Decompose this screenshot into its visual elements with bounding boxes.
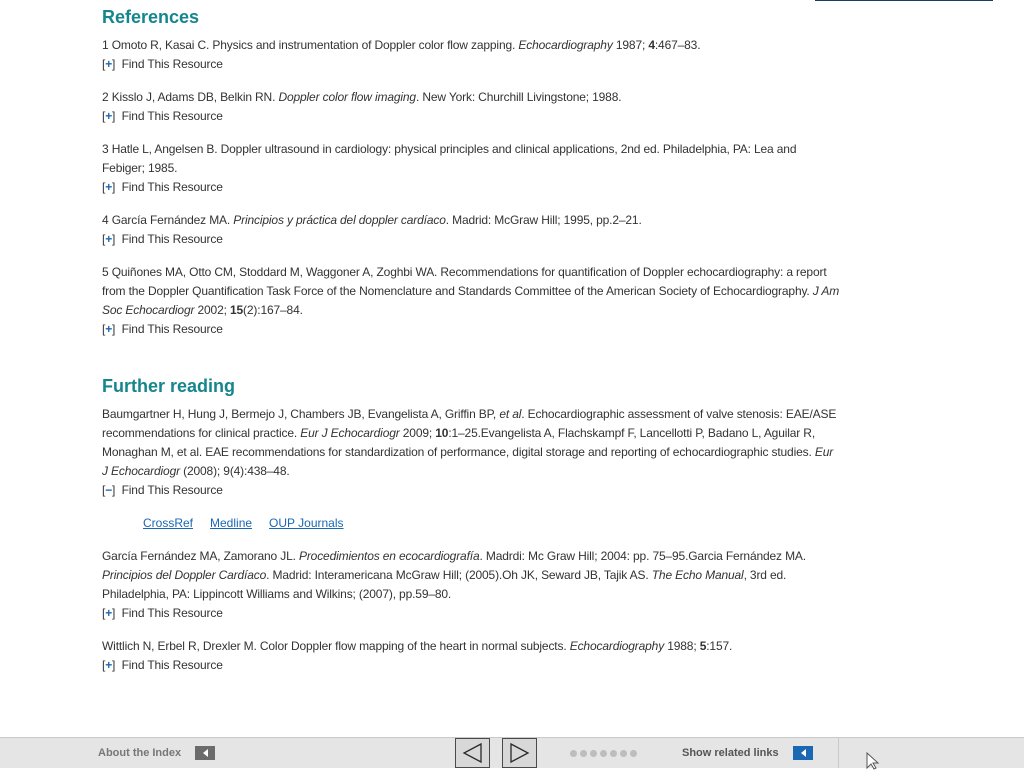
reference-entry xyxy=(102,88,842,126)
reference-citation xyxy=(102,36,842,55)
find-this-resource-toggle[interactable] xyxy=(102,481,842,500)
find-this-resource-label: Find This Resource xyxy=(121,109,223,123)
citation-segment: J Am Soc Echocardiogr xyxy=(102,284,840,317)
reference-citation xyxy=(102,547,842,604)
bracket: ] xyxy=(112,483,116,497)
citation-segment: 2009; xyxy=(399,426,436,440)
citation-segment: Principios y práctica del doppler cardíaco xyxy=(233,213,446,227)
find-this-resource-toggle[interactable] xyxy=(102,107,842,126)
citation-segment: 3 Hatle L, Angelsen B. Doppler ultrasound in cardiology: physical principles and clinical applications, 2nd ed. Philadelphia, PA: Lea and Febiger; 1985. xyxy=(102,142,797,175)
citation-segment: 10 xyxy=(435,426,449,440)
page-dot[interactable] xyxy=(630,750,637,757)
bracket: ] xyxy=(112,322,116,336)
next-page-button[interactable] xyxy=(502,738,537,768)
expand-plus-icon: + xyxy=(105,322,113,336)
page-indicator xyxy=(570,738,637,768)
citation-segment: (2008); 9(4):438–48. xyxy=(179,464,290,478)
citation-segment: Wittlich N, Erbel R, Drexler M. Color Doppler flow mapping of the heart in normal subjects. xyxy=(102,639,570,653)
citation-segment: (2):167–84. xyxy=(243,303,303,317)
citation-segment: 5 Quiñones MA, Otto CM, Stoddard M, Waggoner A, Zoghbi WA. Recommendations for quantification of Doppler echocardiography: a report from the Doppler Quantification Task Force of the Nomenclature and Standards Committee of the American Society of Echocardiography. xyxy=(102,265,827,298)
find-this-resource-label: Find This Resource xyxy=(121,322,223,336)
citation-segment: . Echocardiographic assessment of valve stenosis: EAE/ASE recommendations for clinical practice. xyxy=(102,407,837,440)
about-index-link[interactable] xyxy=(98,738,215,768)
citation-segment: Echocardiography xyxy=(569,639,665,653)
citation-segment: Doppler color flow imaging xyxy=(278,90,416,104)
expand-plus-icon: + xyxy=(105,180,113,194)
citation-segment: :157. xyxy=(706,639,733,653)
reference-entry xyxy=(102,263,842,339)
find-this-resource-label: Find This Resource xyxy=(121,57,223,71)
previous-page-icon xyxy=(456,739,489,767)
find-this-resource-toggle[interactable] xyxy=(102,55,842,74)
references-section xyxy=(102,6,842,339)
expand-plus-icon: + xyxy=(105,658,113,672)
previous-page-button[interactable] xyxy=(455,738,490,768)
citation-segment: 4 García Fernández MA. xyxy=(102,213,234,227)
citation-segment: . Madrid: Interamericana McGraw Hill; (2005).Oh JK, Seward JB, Tajik AS. xyxy=(266,568,652,582)
find-this-resource-toggle[interactable] xyxy=(102,320,842,339)
bracket: ] xyxy=(112,57,116,71)
resource-link-medline[interactable]: Medline xyxy=(210,516,253,530)
reference-citation xyxy=(102,637,842,656)
citation-segment: 2002; xyxy=(194,303,230,317)
resource-link-crossref[interactable]: CrossRef xyxy=(143,516,194,530)
page-dot[interactable] xyxy=(600,750,607,757)
resource-links xyxy=(143,514,842,533)
page-dot[interactable] xyxy=(590,750,597,757)
citation-segment: 2 Kisslo J, Adams DB, Belkin RN. xyxy=(102,90,279,104)
citation-segment: 15 xyxy=(229,303,244,317)
show-related-links-button[interactable] xyxy=(682,738,813,768)
related-links-icon[interactable] xyxy=(793,746,813,760)
expand-plus-icon: + xyxy=(105,109,113,123)
bracket: [ xyxy=(102,109,106,123)
page-dot[interactable] xyxy=(610,750,617,757)
find-this-resource-label: Find This Resource xyxy=(121,658,223,672)
citation-segment: , 3rd ed. Philadelphia, PA: Lippincott Williams and Wilkins; (2007), pp.59–80. xyxy=(102,568,787,601)
bracket: [ xyxy=(102,606,106,620)
bracket: ] xyxy=(112,180,116,194)
footer-divider xyxy=(838,738,839,768)
find-this-resource-label: Find This Resource xyxy=(121,180,223,194)
reference-citation xyxy=(102,263,842,320)
citation-segment: 1 Omoto R, Kasai C. Physics and instrumentation of Doppler color flow zapping. xyxy=(102,38,519,52)
bracket: ] xyxy=(112,232,116,246)
references-list xyxy=(102,36,842,339)
find-this-resource-toggle[interactable] xyxy=(102,178,842,197)
citation-segment: The Echo Manual xyxy=(651,568,744,582)
reference-entry xyxy=(102,637,842,675)
bracket: [ xyxy=(102,658,106,672)
find-this-resource-label: Find This Resource xyxy=(121,606,223,620)
citation-segment: Baumgartner H, Hung J, Bermejo J, Chambers JB, Evangelista A, Griffin BP, xyxy=(102,407,500,421)
page-dot[interactable] xyxy=(570,750,577,757)
citation-segment: :467–83. xyxy=(654,38,701,52)
further-reading-heading: Further reading xyxy=(102,376,236,396)
reference-entry xyxy=(102,405,842,500)
reference-citation xyxy=(102,405,842,481)
bracket: ] xyxy=(112,606,116,620)
citation-segment: Principios del Doppler Cardíaco xyxy=(102,568,267,582)
further-reading-section xyxy=(102,375,842,675)
next-page-icon xyxy=(503,739,536,767)
expand-plus-icon: + xyxy=(105,606,113,620)
citation-segment: . New York: Churchill Livingstone; 1988. xyxy=(415,90,622,104)
reference-entry xyxy=(102,36,842,74)
citation-segment: 4 xyxy=(648,38,655,52)
citation-segment: 1987; xyxy=(612,38,649,52)
bracket: ] xyxy=(112,109,116,123)
citation-segment: . Madrdi: Mc Graw Hill; 2004: pp. 75–95.Garcia Fernández MA. xyxy=(479,549,806,563)
further-reading-list xyxy=(102,405,842,675)
citation-segment: et al xyxy=(499,407,522,421)
citation-segment: 1988; xyxy=(664,639,700,653)
mouse-pointer-icon xyxy=(866,752,882,770)
bracket: ] xyxy=(112,658,116,672)
reference-citation xyxy=(102,211,842,230)
expand-plus-icon: + xyxy=(105,232,113,246)
citation-segment: :1–25.Evangelista A, Flachskampf F, Lancellotti P, Badano L, Aguilar R, Monaghan M, et al. EAE recommendations for standardization of performance, digital storage and reporting of echocardiographic studies. xyxy=(102,426,816,459)
show-related-links-label: Show related links xyxy=(682,747,779,759)
find-this-resource-toggle[interactable] xyxy=(102,656,842,675)
reference-entry xyxy=(102,140,842,197)
citation-segment: García Fernández MA, Zamorano JL. xyxy=(102,549,299,563)
reference-citation xyxy=(102,88,842,107)
find-this-resource-toggle[interactable] xyxy=(102,230,842,249)
citation-segment: Echocardiography xyxy=(518,38,613,52)
citation-segment: Eur J Echocardiogr xyxy=(300,426,400,440)
citation-segment: Eur J Echocardiogr xyxy=(102,445,834,478)
reference-entry xyxy=(102,547,842,623)
article-content xyxy=(102,0,842,689)
bracket: [ xyxy=(102,232,106,246)
about-index-label: About the Index xyxy=(98,747,182,759)
citation-segment: 5 xyxy=(699,639,707,653)
reference-citation xyxy=(102,140,842,178)
citation-segment: Procedimientos en ecocardiografía xyxy=(298,549,480,563)
find-this-resource-label: Find This Resource xyxy=(121,232,223,246)
page-dot[interactable] xyxy=(620,750,627,757)
find-this-resource-toggle[interactable] xyxy=(102,604,842,623)
find-this-resource-label: Find This Resource xyxy=(121,483,223,497)
expand-plus-icon: + xyxy=(105,57,113,71)
references-heading: References xyxy=(102,7,200,27)
citation-segment: . Madrid: McGraw Hill; 1995, pp.2–21. xyxy=(445,213,642,227)
resource-link-oup-journals[interactable]: OUP Journals xyxy=(269,516,344,530)
reference-entry xyxy=(102,211,842,249)
bracket: [ xyxy=(102,57,106,71)
bracket: [ xyxy=(102,180,106,194)
collapse-arrow-icon[interactable] xyxy=(195,746,215,760)
page-dot[interactable] xyxy=(580,750,587,757)
collapse-minus-icon: − xyxy=(105,483,113,497)
bracket: [ xyxy=(102,483,106,497)
bracket: [ xyxy=(102,322,106,336)
